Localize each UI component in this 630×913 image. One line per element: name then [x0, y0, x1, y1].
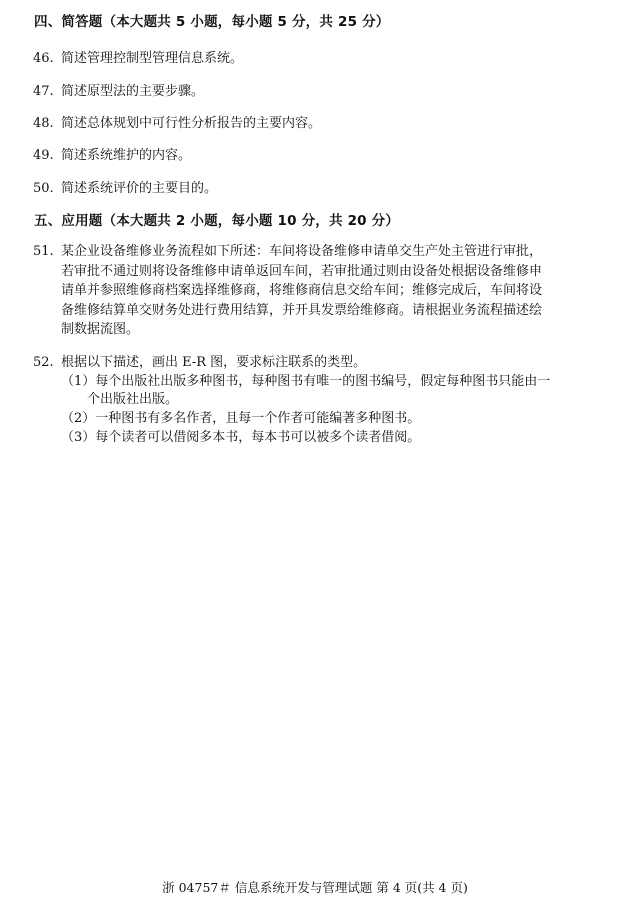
question-49 — [33, 144, 191, 163]
sub-item-2 — [61, 410, 420, 429]
question-51-line: 请单并参照维修商档案选择维修商，将维修商信息交给车间；维修完成后，车间将设 — [61, 283, 543, 298]
question-number: 51. — [33, 244, 54, 259]
question-number: 46. — [33, 51, 54, 66]
question-number: 52. — [33, 355, 54, 370]
sub-item-3 — [61, 429, 420, 448]
question-number: 49. — [33, 148, 54, 163]
sub-item-1 — [61, 373, 550, 392]
question-number: 47. — [33, 84, 54, 99]
question-47 — [33, 80, 204, 99]
question-number: 48. — [33, 116, 54, 131]
question-51-line: 制数据流图。 — [61, 322, 140, 337]
question-52 — [33, 351, 366, 370]
sub-item-1-continuation: 个出版社出版。 — [87, 392, 179, 407]
question-46 — [33, 47, 243, 66]
section-5-title: 五、应用题（本大题共 2 小题，每小题 10 分，共 20 分） — [34, 213, 400, 229]
question-51-line: 备维修结算单交财务处进行费用结算，并开具发票给维修商。请根据业务流程描述绘 — [61, 302, 543, 318]
sub-item-label: （1） — [61, 374, 96, 389]
question-text: 根据以下描述，画出 E-R 图，要求标注联系的类型。 — [61, 355, 367, 370]
question-text: 简述管理控制型管理信息系统。 — [61, 51, 244, 66]
question-51 — [33, 242, 618, 340]
sub-item-text: 每个读者可以借阅多本书，每本书可以被多个读者借阅。 — [95, 430, 421, 445]
question-51-line: 若审批不通过则将设备维修申请单返回车间，若审批通过则由设备处根据设备维修申 — [61, 263, 543, 279]
question-51-line: 51. 某企业设备维修业务流程如下所述：车间将设备维修申请单交生产处主管进行审批， — [33, 242, 618, 262]
question-50 — [33, 177, 217, 196]
sub-item-text: 一种图书有多名作者，且每一个作者可能编著多种图书。 — [95, 411, 421, 426]
sub-item-text: 每个出版社出版多种图书，每种图书有唯一的图书编号，假定每种图书只能由一 — [95, 374, 551, 389]
question-48 — [33, 112, 321, 131]
question-text: 简述总体规划中可行性分析报告的主要内容。 — [61, 116, 322, 131]
question-text: 简述系统评价的主要目的。 — [61, 181, 218, 196]
sub-item-label: （2） — [61, 411, 96, 426]
question-number: 50. — [33, 181, 54, 196]
page-footer: 浙 04757＃ 信息系统开发与管理试题 第 4 页(共 4 页) — [162, 880, 468, 895]
sub-item-label: （3） — [61, 430, 96, 445]
section-4-title: 四、简答题（本大题共 5 小题，每小题 5 分，共 25 分） — [34, 14, 390, 30]
question-text: 简述原型法的主要步骤。 — [61, 84, 205, 99]
question-text: 简述系统维护的内容。 — [61, 148, 192, 163]
